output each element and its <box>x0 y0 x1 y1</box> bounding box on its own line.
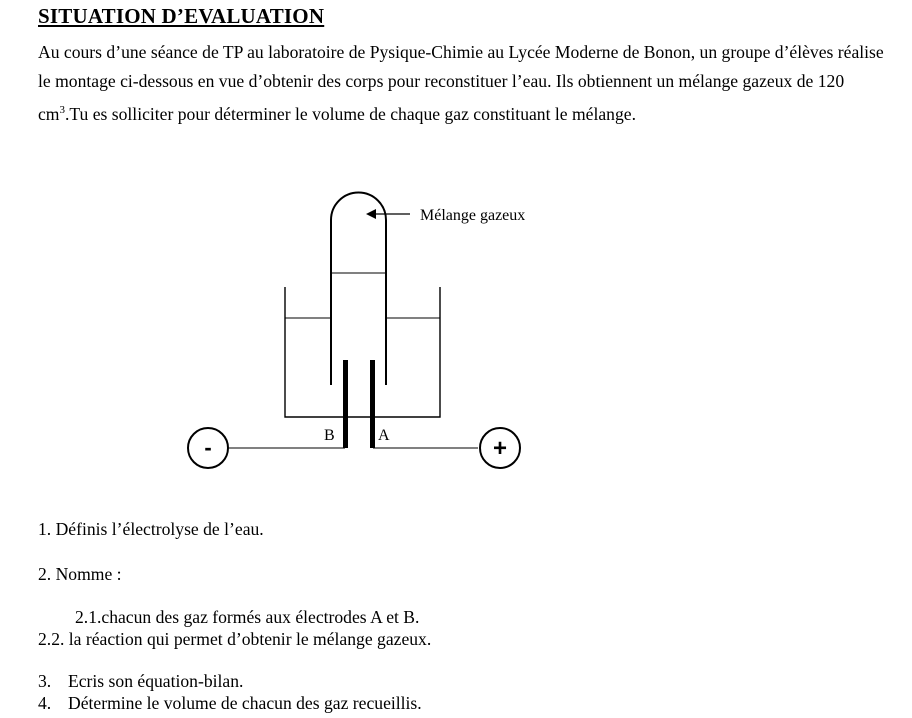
question-4 <box>38 693 422 714</box>
question-2 <box>38 564 122 585</box>
question-2-2-text: la réaction qui permet d’obtenir le mélange gazeux. <box>64 629 432 649</box>
positive-terminal-sign: + <box>492 435 508 462</box>
question-3-number: 3. <box>38 671 52 691</box>
electrolysis-diagram <box>170 180 570 480</box>
negative-terminal-sign: - <box>204 435 212 460</box>
question-1 <box>38 519 264 540</box>
gas-arrow-head <box>366 209 376 219</box>
question-2-text: Nomme : <box>51 564 122 584</box>
intro-text-end: .Tu es solliciter pour déterminer le volume de chaque gaz constituant le mélange. <box>65 103 636 124</box>
question-2-1-number: 2.1. <box>75 607 102 627</box>
question-4-text: Détermine le volume de chacun des gaz recueillis. <box>68 693 422 713</box>
question-3 <box>38 671 243 692</box>
question-2-1 <box>75 607 419 628</box>
question-2-1-text: chacun des gaz formés aux électrodes A et B. <box>101 607 420 627</box>
intro-text: Au cours d’une séance de TP au laboratoire de Pysique-Chimie au Lycée Moderne de Bonon, un groupe d’élèves réalise le montage ci-dessous en vue d’obtenir des corps pour reconstituer l’eau. Ils obtiennent un mélange gazeux de 120 cm <box>38 42 884 124</box>
electrode-b-label: B <box>324 427 335 444</box>
question-2-2-number: 2.2. <box>38 629 65 649</box>
collection-tube <box>331 193 386 386</box>
intro-paragraph <box>38 38 890 129</box>
intro-superscript: 3 <box>59 104 65 116</box>
question-2-number: 2. <box>38 564 52 584</box>
electrode-b <box>343 360 348 448</box>
question-2-2 <box>38 629 431 650</box>
page-title: SITUATION D’EVALUATION <box>38 4 325 28</box>
gas-label: Mélange gazeux <box>420 207 526 224</box>
question-1-text: Définis l’électrolyse de l’eau. <box>51 519 264 539</box>
question-4-number: 4. <box>38 693 52 713</box>
electrode-a <box>370 360 375 448</box>
beaker <box>285 287 440 417</box>
electrode-a-label: A <box>378 427 390 444</box>
question-1-number: 1. <box>38 519 52 539</box>
question-3-text: Ecris son équation-bilan. <box>68 671 244 691</box>
